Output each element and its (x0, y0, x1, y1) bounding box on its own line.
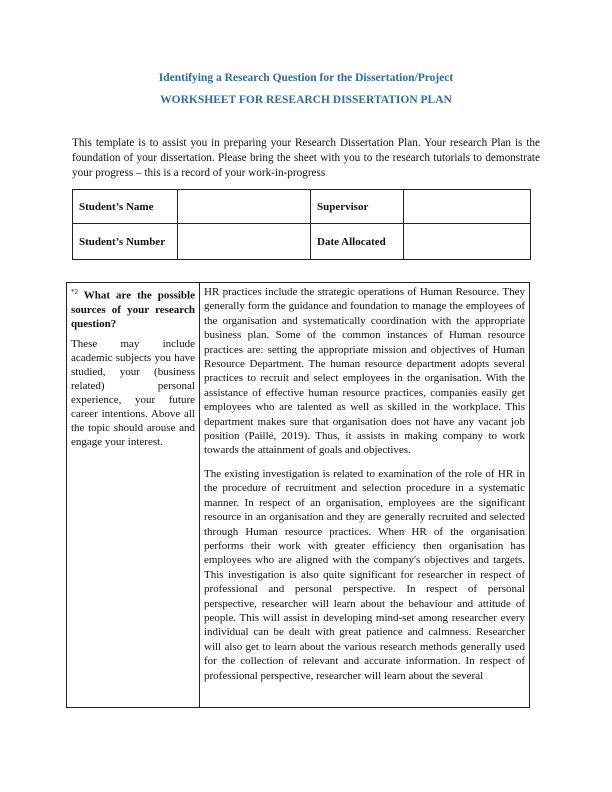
question-cell (67, 283, 200, 707)
question-guidance: These may include academic subjects you have studied, your (business related) personal experience, your future career intentions. Above all the topic should arouse and engage your interest. (71, 337, 195, 448)
date-allocated-label: Date Allocated (311, 224, 404, 260)
supervisor-label: Supervisor (311, 190, 404, 224)
intro-paragraph: This template is to assist you in preparing your Research Dissertation Plan. Your research Plan is the foundation of your dissertation. Please bring the sheet with you to the research tutorials to demonstrate your progress – this is a record of your work-in-progress (72, 137, 540, 179)
student-number-label: Student’s Number (73, 224, 178, 260)
student-info-table (72, 189, 531, 260)
document-title: Identifying a Research Question for the Dissertation/Project (158, 72, 454, 84)
answer-paragraph-2: The existing investigation is related to examination of the role of HR in the procedure of recruitment and selection procedure in a systematic manner. In respect of an organisation, employees are the significant resource in an organisation and they are generally recruited and selected through Human resource practices. When HR of the organisation performs their work with greater efficiency then organisation has employees who are aligned with the company's objectives and targets. This investigation is also quite significant for researcher in respect of professional and personal perspective. In respect of personal perspective, researcher will learn about the behaviour and attitude of people. This will assist in developing mind-set among researcher every individual can be dealt with great patience and calmness. Researcher will also get to learn about the various research methods generally used for the collection of relevant and accurate information. In respect of professional perspective, researcher will learn about the several (204, 467, 525, 682)
student-name-field[interactable] (178, 190, 311, 224)
answer-cell[interactable] (200, 283, 529, 707)
answer-paragraph-1: HR practices include the strategic operations of Human Resource. They generally form the guidance and foundation to manage the employees of the organisation and systematically coordination with the appropriate business plan. Some of the common instances of Human resource practices are: setting the appropriate mission and objectives of Human Resource Department. The human resource department adopts several practices to recruit and select employees in the organisation. With the assistance of effective human resource practices, companies easily get employees who are talented as well as skilled in the workplace. This department makes sure that organisation does not have any vacant job position (Paillé, 2019). Thus, it assists in making company to work towards the attainment of goals and objectives. (204, 286, 525, 457)
supervisor-field[interactable] (404, 190, 531, 224)
question-heading (71, 285, 195, 331)
student-number-field[interactable] (178, 224, 311, 260)
question-marker: *2 (71, 288, 78, 296)
student-name-label: Student’s Name (73, 190, 178, 224)
worksheet-heading: WORKSHEET FOR RESEARCH DISSERTATION PLAN (160, 94, 452, 106)
research-question-table (66, 282, 530, 708)
question-text: What are the possible sources of your research question? (71, 289, 195, 330)
date-allocated-field[interactable] (404, 224, 531, 260)
